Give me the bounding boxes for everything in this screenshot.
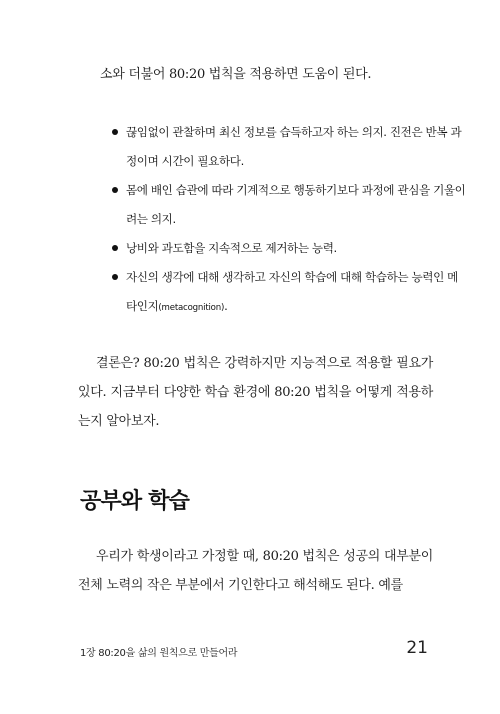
bullet-text: 낭비와 과도함을 지속적으로 제거하는 능력. — [126, 241, 337, 255]
bullet-item — [112, 176, 467, 234]
bullet-item — [112, 118, 467, 176]
bullet-term-english: (metacognition) — [158, 303, 225, 313]
bullet-list — [112, 118, 467, 323]
conclusion-paragraph: 결론은? 80:20 법칙은 강력하지만 지능적으로 적용할 필요가 있다. 지금부터 다양한 학습 환경에 80:20 법칙을 어떻게 적용하는지 알아보자. — [78, 356, 433, 429]
bullet-text: 몸에 배인 습관에 따라 기계적으로 행동하기보다 과정에 관심을 기울이려는 의지. — [126, 183, 466, 226]
section-body-paragraph: 우리가 학생이라고 가정할 때, 80:20 법칙은 성공의 대부분이 전체 노력의 작은 부분에서 기인한다고 해석해도 된다. 예를 — [78, 549, 433, 593]
page-number: 21 — [406, 638, 428, 658]
section-heading: 공부와 학습 — [80, 489, 190, 514]
bullet-item — [112, 263, 467, 323]
bullet-end-punctuation: . — [224, 299, 228, 313]
intro-line: 소와 더불어 80:20 법칙을 적용하면 도움이 된다. — [100, 67, 372, 82]
bullet-text: 자신의 생각에 대해 생각하고 자신의 학습에 대해 학습하는 능력인 메타인지 — [126, 270, 458, 313]
footer-chapter-label: 1장 80:20을 삶의 원칙으로 만들어라 — [80, 648, 238, 659]
bullet-item — [112, 234, 467, 263]
bullet-text: 끊임없이 관찰하며 최신 정보를 습득하고자 하는 의지. 진전은 반복 과정이며 시간이 필요하다. — [126, 125, 462, 168]
